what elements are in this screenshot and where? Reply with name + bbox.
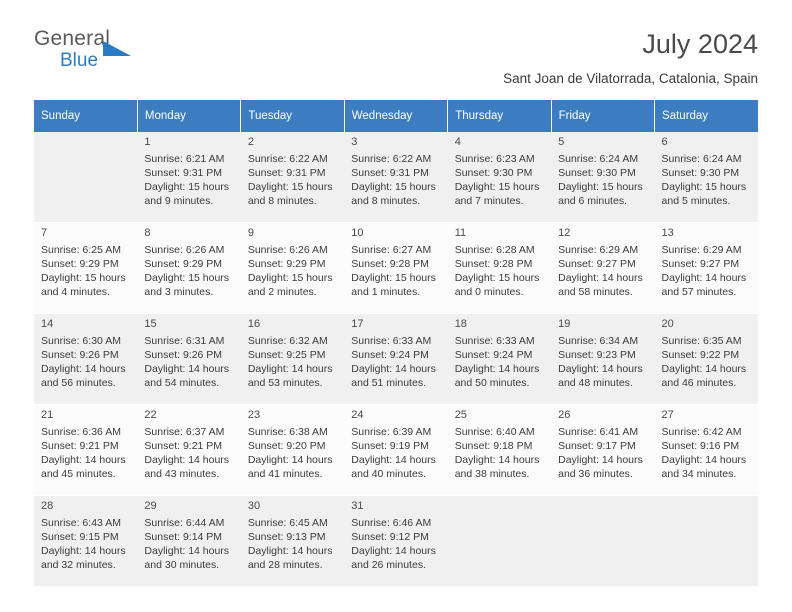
general-blue-logo xyxy=(34,28,174,70)
day-info-line: Sunset: 9:14 PM xyxy=(144,531,223,544)
day-number: 16 xyxy=(247,318,261,330)
day-info-line: Daylight: 15 hours xyxy=(247,271,333,284)
calendar-day-cell-empty xyxy=(655,496,758,587)
calendar-day-cell[interactable] xyxy=(344,314,447,405)
day-info-line: Sunset: 9:22 PM xyxy=(661,349,740,362)
day-info-line: and 38 minutes. xyxy=(454,467,530,480)
weekday-header-tuesday: Tuesday xyxy=(241,100,344,132)
day-info-line: Daylight: 14 hours xyxy=(558,362,643,375)
day-info-line: and 58 minutes. xyxy=(558,285,633,298)
day-info-line: and 36 minutes. xyxy=(558,467,633,480)
day-sun-info xyxy=(558,335,648,390)
calendar-day-cell[interactable] xyxy=(241,223,344,314)
day-sun-info xyxy=(558,426,648,481)
day-sun-info xyxy=(351,517,441,572)
day-number: 4 xyxy=(454,136,461,148)
day-info-line: and 50 minutes. xyxy=(454,376,530,389)
day-info-line: Sunset: 9:25 PM xyxy=(247,349,326,362)
day-number: 7 xyxy=(41,227,48,239)
day-info-line: Sunset: 9:27 PM xyxy=(661,258,740,271)
day-number: 21 xyxy=(41,409,54,421)
day-info-line: Daylight: 14 hours xyxy=(247,453,333,466)
day-info-line: Sunset: 9:13 PM xyxy=(247,531,326,544)
day-number: 11 xyxy=(454,227,467,239)
day-info-line: and 3 minutes. xyxy=(144,285,214,298)
calendar-day-cell-empty xyxy=(448,496,551,587)
day-info-line: and 2 minutes. xyxy=(247,285,317,298)
day-info-line: and 8 minutes. xyxy=(247,194,317,207)
day-number: 24 xyxy=(351,409,364,421)
day-info-line: Daylight: 15 hours xyxy=(351,271,436,284)
calendar-day-cell[interactable] xyxy=(655,314,758,405)
day-info-line: Daylight: 14 hours xyxy=(661,271,747,284)
day-info-line: and 0 minutes. xyxy=(454,285,524,298)
calendar-day-cell[interactable] xyxy=(344,496,447,587)
day-number: 17 xyxy=(351,318,364,330)
page-title: July 2024 xyxy=(642,29,758,59)
calendar-day-cell[interactable] xyxy=(551,132,654,223)
day-info-line: Sunrise: 6:30 AM xyxy=(41,335,121,348)
calendar-table xyxy=(34,100,758,587)
calendar-day-cell-empty xyxy=(34,132,137,223)
day-info-line: Sunset: 9:31 PM xyxy=(351,167,429,180)
day-info-line: Sunset: 9:28 PM xyxy=(454,258,533,271)
day-info-line: Sunrise: 6:26 AM xyxy=(144,244,225,257)
day-number: 28 xyxy=(41,500,54,512)
day-info-line: and 43 minutes. xyxy=(144,467,220,480)
day-info-line: and 32 minutes. xyxy=(41,558,116,571)
calendar-day-cell[interactable] xyxy=(655,223,758,314)
day-number: 13 xyxy=(661,227,674,239)
day-info-line: Sunset: 9:18 PM xyxy=(454,440,533,453)
day-sun-info xyxy=(662,335,752,390)
day-number: 8 xyxy=(144,227,151,239)
day-info-line: Daylight: 15 hours xyxy=(41,271,126,284)
day-info-line: Sunrise: 6:41 AM xyxy=(558,426,639,439)
day-info-line: Sunrise: 6:43 AM xyxy=(41,517,121,530)
day-number: 22 xyxy=(144,409,157,421)
day-info-line: Sunset: 9:26 PM xyxy=(41,349,119,362)
day-info-line: Daylight: 14 hours xyxy=(351,544,436,557)
day-sun-info xyxy=(41,335,131,390)
day-number: 31 xyxy=(351,500,364,512)
day-info-line: Daylight: 14 hours xyxy=(661,453,747,466)
day-info-line: Daylight: 15 hours xyxy=(144,271,230,284)
logo-text-blue: Blue xyxy=(60,50,99,71)
page-header xyxy=(34,0,758,87)
day-info-line: and 51 minutes. xyxy=(351,376,426,389)
weekday-header-wednesday: Wednesday xyxy=(344,100,447,132)
day-info-line: and 48 minutes. xyxy=(558,376,633,389)
calendar-day-cell[interactable] xyxy=(34,223,137,314)
day-info-line: Sunrise: 6:33 AM xyxy=(454,335,535,348)
calendar-day-cell-empty xyxy=(551,496,654,587)
day-info-line: Sunset: 9:30 PM xyxy=(661,167,740,180)
day-info-line: and 9 minutes. xyxy=(144,194,214,207)
weekday-header-row xyxy=(34,100,758,132)
day-info-line: Sunrise: 6:34 AM xyxy=(558,335,639,348)
day-number: 27 xyxy=(661,409,674,421)
calendar-day-cell[interactable] xyxy=(137,223,240,314)
day-info-line: and 4 minutes. xyxy=(41,285,110,298)
day-info-line: Daylight: 15 hours xyxy=(351,180,436,193)
calendar-day-cell[interactable] xyxy=(137,496,240,587)
calendar-day-cell[interactable] xyxy=(34,496,137,587)
day-number: 19 xyxy=(558,318,571,330)
day-info-line: Sunrise: 6:29 AM xyxy=(558,244,639,257)
page-subtitle: Sant Joan de Vilatorrada, Catalonia, Spain xyxy=(503,71,758,87)
day-sun-info xyxy=(455,426,545,481)
day-info-line: Sunrise: 6:39 AM xyxy=(351,426,432,439)
day-sun-info xyxy=(248,517,338,572)
calendar-week-row xyxy=(34,223,758,314)
day-sun-info xyxy=(662,426,752,481)
calendar-week-row xyxy=(34,132,758,223)
day-info-line: Daylight: 14 hours xyxy=(144,453,230,466)
day-info-line: and 34 minutes. xyxy=(661,467,737,480)
day-info-line: Sunrise: 6:22 AM xyxy=(351,153,432,166)
day-number: 30 xyxy=(247,500,261,512)
day-sun-info xyxy=(41,244,131,299)
day-info-line: Sunset: 9:30 PM xyxy=(558,167,636,180)
day-info-line: and 8 minutes. xyxy=(351,194,421,207)
day-info-line: Daylight: 14 hours xyxy=(454,453,540,466)
day-info-line: Sunset: 9:30 PM xyxy=(454,167,533,180)
day-info-line: Sunset: 9:15 PM xyxy=(41,531,119,544)
day-sun-info xyxy=(144,244,234,299)
day-info-line: Sunset: 9:17 PM xyxy=(558,440,636,453)
calendar-body xyxy=(34,132,758,587)
day-sun-info xyxy=(248,153,338,208)
day-info-line: Sunrise: 6:37 AM xyxy=(144,426,225,439)
day-sun-info xyxy=(455,335,545,390)
day-info-line: Sunset: 9:23 PM xyxy=(558,349,636,362)
day-info-line: Sunset: 9:21 PM xyxy=(41,440,119,453)
calendar-day-cell[interactable] xyxy=(137,132,240,223)
day-info-line: Sunset: 9:19 PM xyxy=(351,440,429,453)
day-sun-info xyxy=(144,335,234,390)
day-info-line: Sunrise: 6:28 AM xyxy=(454,244,535,257)
day-sun-info xyxy=(558,244,648,299)
day-info-line: and 54 minutes. xyxy=(144,376,220,389)
day-info-line: Sunrise: 6:24 AM xyxy=(558,153,639,166)
calendar-day-cell[interactable] xyxy=(34,405,137,496)
day-info-line: Sunrise: 6:23 AM xyxy=(454,153,535,166)
day-number: 10 xyxy=(351,227,364,239)
calendar-day-cell[interactable] xyxy=(137,405,240,496)
day-info-line: Daylight: 14 hours xyxy=(661,362,747,375)
day-info-line: Sunset: 9:31 PM xyxy=(247,167,326,180)
day-info-line: Sunset: 9:31 PM xyxy=(144,167,223,180)
day-sun-info xyxy=(351,426,441,481)
day-info-line: Daylight: 14 hours xyxy=(351,362,436,375)
day-info-line: and 56 minutes. xyxy=(41,376,116,389)
calendar-day-cell[interactable] xyxy=(655,132,758,223)
calendar-day-cell[interactable] xyxy=(551,223,654,314)
day-info-line: Sunrise: 6:38 AM xyxy=(247,426,328,439)
day-number: 20 xyxy=(661,318,674,330)
calendar-day-cell[interactable] xyxy=(448,405,551,496)
day-info-line: Sunrise: 6:36 AM xyxy=(41,426,121,439)
day-info-line: Sunrise: 6:24 AM xyxy=(661,153,742,166)
logo-triangle-icon xyxy=(103,41,131,56)
day-info-line: Sunrise: 6:31 AM xyxy=(144,335,225,348)
day-number: 9 xyxy=(247,227,254,239)
calendar-day-cell[interactable] xyxy=(344,223,447,314)
day-info-line: and 46 minutes. xyxy=(661,376,737,389)
day-sun-info xyxy=(662,153,752,208)
day-info-line: Sunrise: 6:45 AM xyxy=(247,517,328,530)
day-sun-info xyxy=(144,426,234,481)
day-number: 14 xyxy=(41,318,54,330)
calendar-day-cell[interactable] xyxy=(241,132,344,223)
day-number: 1 xyxy=(144,136,151,148)
day-number: 23 xyxy=(247,409,261,421)
calendar-day-cell[interactable] xyxy=(448,132,551,223)
day-sun-info xyxy=(41,517,131,572)
day-info-line: Daylight: 14 hours xyxy=(41,544,126,557)
calendar-day-cell[interactable] xyxy=(34,314,137,405)
day-info-line: Sunrise: 6:33 AM xyxy=(351,335,432,348)
day-info-line: Daylight: 14 hours xyxy=(144,544,230,557)
day-sun-info xyxy=(558,153,648,208)
day-number: 3 xyxy=(351,136,358,148)
day-info-line: Sunset: 9:16 PM xyxy=(661,440,740,453)
day-info-line: Daylight: 15 hours xyxy=(454,271,540,284)
day-info-line: Daylight: 14 hours xyxy=(247,544,333,557)
day-info-line: Sunrise: 6:42 AM xyxy=(661,426,742,439)
day-sun-info xyxy=(248,426,338,481)
weekday-header-thursday: Thursday xyxy=(448,100,551,132)
day-info-line: and 53 minutes. xyxy=(247,376,323,389)
day-info-line: Sunrise: 6:21 AM xyxy=(144,153,225,166)
day-info-line: Sunrise: 6:27 AM xyxy=(351,244,432,257)
day-info-line: and 57 minutes. xyxy=(661,285,737,298)
day-sun-info xyxy=(351,244,441,299)
day-info-line: Sunrise: 6:40 AM xyxy=(454,426,535,439)
day-number: 2 xyxy=(247,136,254,148)
calendar-day-cell[interactable] xyxy=(344,132,447,223)
calendar-day-cell[interactable] xyxy=(551,314,654,405)
day-info-line: Daylight: 14 hours xyxy=(41,362,126,375)
day-number: 29 xyxy=(144,500,157,512)
title-block xyxy=(503,28,758,86)
day-sun-info xyxy=(455,153,545,208)
day-info-line: Sunrise: 6:46 AM xyxy=(351,517,432,530)
day-sun-info xyxy=(248,335,338,390)
day-number: 6 xyxy=(661,136,668,148)
day-sun-info xyxy=(144,153,234,208)
day-info-line: Sunset: 9:24 PM xyxy=(351,349,429,362)
day-info-line: Daylight: 15 hours xyxy=(247,180,333,193)
day-number: 5 xyxy=(558,136,565,148)
calendar-day-cell[interactable] xyxy=(448,223,551,314)
day-info-line: and 6 minutes. xyxy=(558,194,627,207)
weekday-header-monday: Monday xyxy=(137,100,240,132)
day-info-line: Sunset: 9:28 PM xyxy=(351,258,429,271)
weekday-header-friday: Friday xyxy=(551,100,654,132)
day-info-line: Sunrise: 6:22 AM xyxy=(247,153,328,166)
day-info-line: Sunset: 9:29 PM xyxy=(41,258,119,271)
day-info-line: and 45 minutes. xyxy=(41,467,116,480)
day-info-line: Daylight: 14 hours xyxy=(558,453,643,466)
day-sun-info xyxy=(351,335,441,390)
day-info-line: Daylight: 14 hours xyxy=(558,271,643,284)
day-info-line: and 5 minutes. xyxy=(661,194,731,207)
day-info-line: Sunset: 9:20 PM xyxy=(247,440,326,453)
day-sun-info xyxy=(455,244,545,299)
day-info-line: Daylight: 15 hours xyxy=(144,180,230,193)
day-info-line: Daylight: 14 hours xyxy=(41,453,126,466)
day-info-line: Daylight: 14 hours xyxy=(454,362,540,375)
logo-text-general: General xyxy=(34,27,111,50)
weekday-header-sunday: Sunday xyxy=(34,100,137,132)
day-info-line: Sunrise: 6:29 AM xyxy=(661,244,742,257)
day-info-line: Sunrise: 6:44 AM xyxy=(144,517,225,530)
calendar-day-cell[interactable] xyxy=(241,496,344,587)
day-info-line: Sunset: 9:12 PM xyxy=(351,531,429,544)
day-info-line: Sunset: 9:26 PM xyxy=(144,349,223,362)
day-sun-info xyxy=(351,153,441,208)
day-info-line: Sunset: 9:24 PM xyxy=(454,349,533,362)
day-sun-info xyxy=(41,426,131,481)
calendar-day-cell[interactable] xyxy=(655,405,758,496)
calendar-day-cell[interactable] xyxy=(448,314,551,405)
day-number: 15 xyxy=(144,318,157,330)
day-info-line: Daylight: 15 hours xyxy=(558,180,643,193)
day-info-line: Sunset: 9:21 PM xyxy=(144,440,223,453)
day-info-line: and 30 minutes. xyxy=(144,558,220,571)
calendar-week-row xyxy=(34,314,758,405)
calendar-day-cell[interactable] xyxy=(241,314,344,405)
calendar-day-cell[interactable] xyxy=(137,314,240,405)
day-info-line: Daylight: 15 hours xyxy=(661,180,747,193)
day-info-line: Daylight: 14 hours xyxy=(351,453,436,466)
day-info-line: and 7 minutes. xyxy=(454,194,524,207)
day-info-line: and 1 minutes. xyxy=(351,285,421,298)
day-number: 18 xyxy=(454,318,467,330)
day-sun-info xyxy=(662,244,752,299)
day-info-line: Sunrise: 6:25 AM xyxy=(41,244,121,257)
day-info-line: Sunset: 9:29 PM xyxy=(144,258,223,271)
day-info-line: Daylight: 14 hours xyxy=(144,362,230,375)
calendar-week-row xyxy=(34,405,758,496)
day-info-line: Daylight: 15 hours xyxy=(454,180,540,193)
day-info-line: Sunset: 9:27 PM xyxy=(558,258,636,271)
day-info-line: Daylight: 14 hours xyxy=(247,362,333,375)
day-info-line: Sunset: 9:29 PM xyxy=(247,258,326,271)
calendar-day-cell[interactable] xyxy=(551,405,654,496)
day-info-line: Sunrise: 6:35 AM xyxy=(661,335,742,348)
calendar-week-row xyxy=(34,496,758,587)
day-number: 12 xyxy=(558,227,571,239)
day-info-line: and 41 minutes. xyxy=(247,467,323,480)
day-info-line: Sunrise: 6:26 AM xyxy=(247,244,328,257)
day-info-line: and 40 minutes. xyxy=(351,467,426,480)
day-sun-info xyxy=(248,244,338,299)
day-info-line: Sunrise: 6:32 AM xyxy=(247,335,328,348)
day-info-line: and 28 minutes. xyxy=(247,558,323,571)
day-number: 26 xyxy=(558,409,571,421)
weekday-header-saturday: Saturday xyxy=(655,100,758,132)
day-info-line: and 26 minutes. xyxy=(351,558,426,571)
day-number: 25 xyxy=(454,409,467,421)
calendar-day-cell[interactable] xyxy=(241,405,344,496)
calendar-day-cell[interactable] xyxy=(344,405,447,496)
day-sun-info xyxy=(144,517,234,572)
